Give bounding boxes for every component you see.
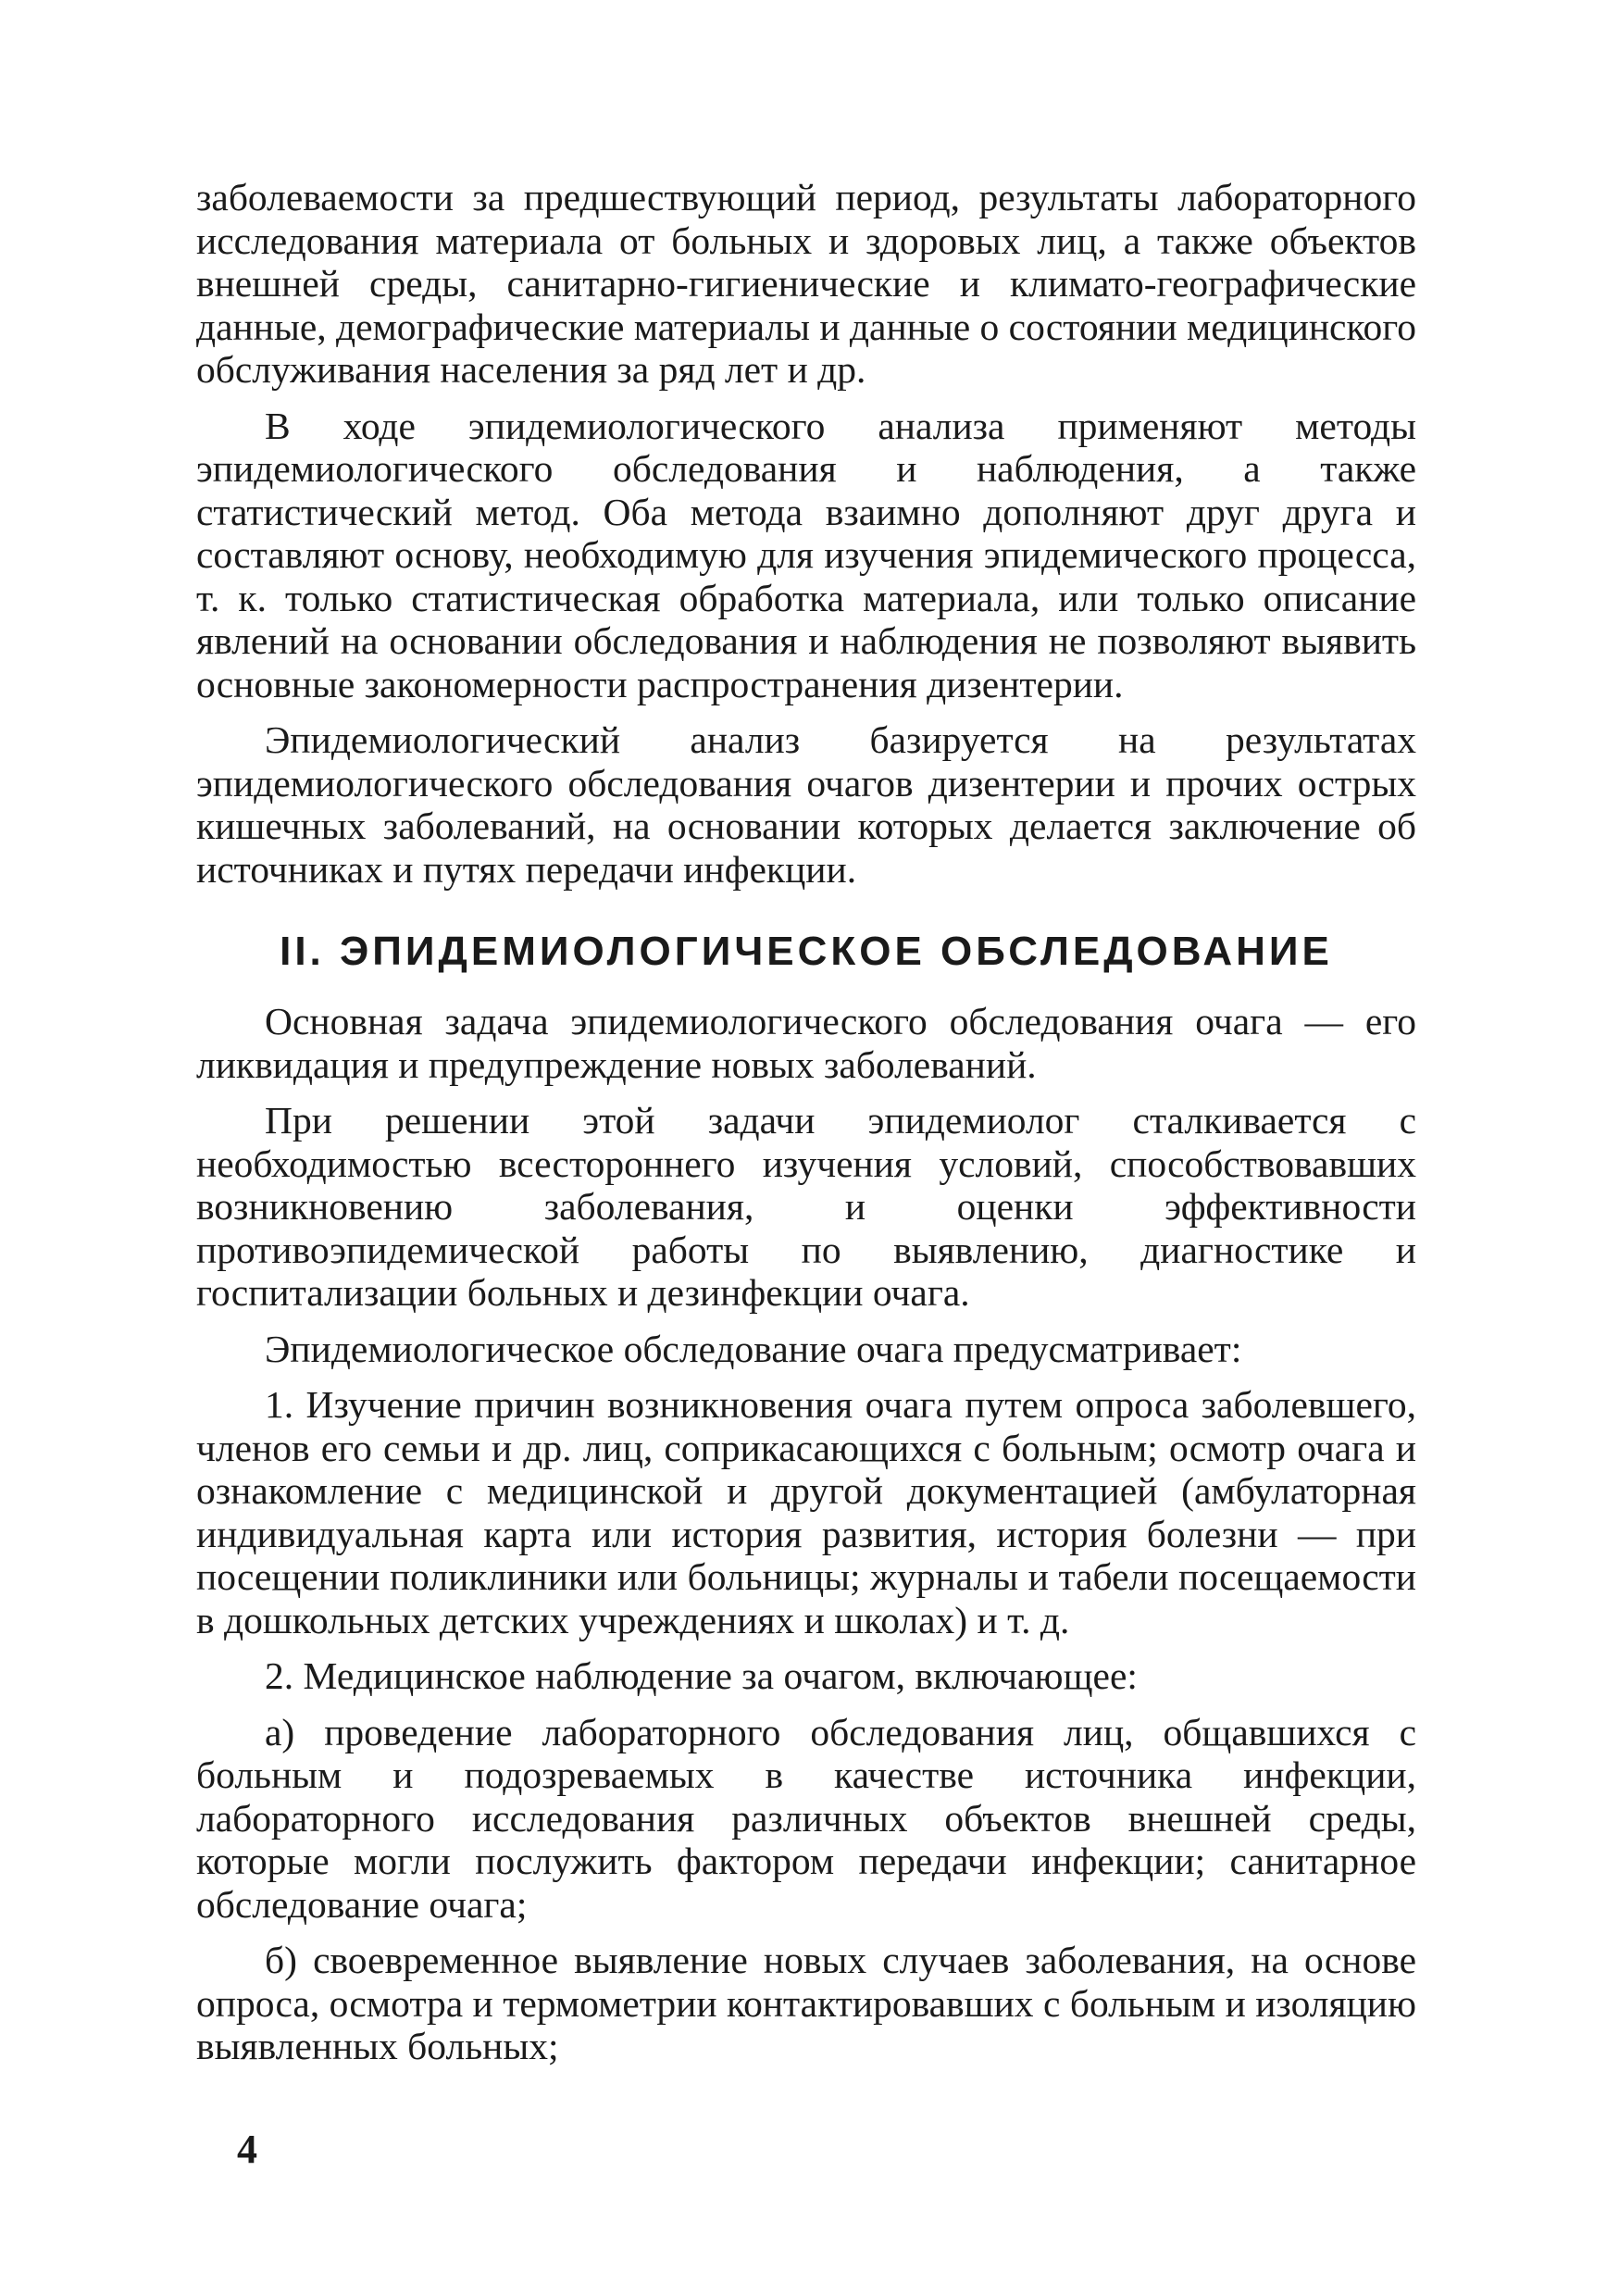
- page-number: 4: [237, 2127, 257, 2172]
- intro-paragraph-1: заболеваемости за предшествующий период, результаты лабораторного исследования материала от больных и здоровых лиц, а также объектов внешней среды, санитарно-гигиенические и климато-географические данные, демографические материалы и данные о состоянии медицинского обслуживания населения за ряд лет и др.: [196, 176, 1416, 391]
- section-heading: II. ЭПИДЕМИОЛОГИЧЕСКОЕ ОБСЛЕДОВАНИЕ: [280, 929, 1333, 974]
- intro-paragraph-2: В ходе эпидемиологического анализа применяют методы эпидемиологического обследования и наблюдения, а также статистический метод. Оба метода взаимно дополняют друг друга и составляют основу, необходимую для изучения эпидемического процесса, т. к. только статистическая обработка материала, или только описание явлений на основании обследования и наблюдения не позволяют выявить основные закономерности распространения дизентерии.: [196, 404, 1416, 705]
- section-paragraph-7: б) своевременное выявление новых случаев заболевания, на основе опроса, осмотра и термометрии контактировавших с больным и изоляцию выявленных больных;: [196, 1939, 1416, 2067]
- page-body: [196, 176, 1416, 2068]
- section-paragraph-3: Эпидемиологическое обследование очага предусматривает:: [265, 1327, 1242, 1370]
- section-paragraph-6: а) проведение лабораторного обследования лиц, общавшихся с больным и подозреваемых в качестве источника инфекции, лабораторного исследования различных объектов внешней среды, которые могли послужить фактором передачи инфекции; санитарное обследование очага;: [196, 1710, 1416, 1926]
- section-paragraph-4: 1. Изучение причин возникновения очага путем опроса заболевшего, членов его семьи и др. лиц, соприкасающихся с больным; осмотр очага и ознакомление с медицинской и другой документацией (амбулаторная индивидуальная карта или история развития, история болезни — при посещении поликлиники или больницы; журналы и табели посещаемости в дошкольных детских учреждениях и школах) и т. д.: [196, 1383, 1416, 1641]
- intro-paragraph-3: Эпидемиологический анализ базируется на результатах эпидемиологического обследования очагов дизентерии и прочих острых кишечных заболеваний, на основании которых делается заключение об источниках и путях передачи инфекции.: [196, 718, 1416, 891]
- section-paragraph-2: При решении этой задачи эпидемиолог сталкивается с необходимостью всестороннего изучения условий, способствовавших возникновению заболевания, и оценки эффективности противоэпидемической работы по выявлению, диагностике и госпитализации больных и дезинфекции очага.: [196, 1099, 1416, 1314]
- section-paragraph-1: Основная задача эпидемиологического обследования очага — его ликвидация и предупреждение новых заболеваний.: [196, 1000, 1416, 1086]
- section-paragraph-5: 2. Медицинское наблюдение за очагом, включающее:: [265, 1654, 1138, 1697]
